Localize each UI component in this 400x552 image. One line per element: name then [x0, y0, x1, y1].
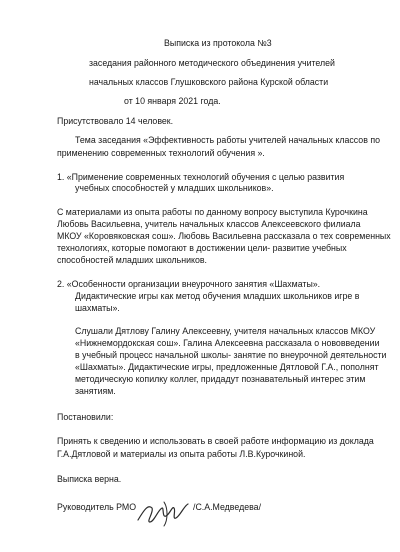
paragraph-2-line: Слушали Дятлову Галину Алексеевну, учителя начальных классов МКОУ [75, 326, 376, 336]
decision-line: Принять к сведению и использовать в своей работе информацию из доклада [57, 436, 374, 446]
resolved-heading: Постановили: [57, 412, 114, 422]
paragraph-2-line: методическую копилку коллег, придадут познавательный интерес этим [75, 374, 366, 384]
topic-line-1: Тема заседания «Эффективность работы учителей начальных классов по [75, 135, 380, 145]
topic-line-2: применению современных технологий обучения ». [57, 148, 265, 158]
attendance: Присутствовало 14 человек. [57, 116, 174, 126]
paragraph-2-line: «Нижнемордокская сош». Галина Алексеевна рассказала о нововведении [75, 338, 380, 348]
paragraph-1-line: С материалами из опыта работы по данному вопросу выступила Курочкина [57, 207, 368, 217]
item-1-line-1: 1. «Применение современных технологий обучения с целью развития [57, 172, 345, 182]
paragraph-2-line: в учебный процесс начальной школы- занятие по внеурочной деятельности [75, 350, 387, 360]
certified-text: Выписка верна. [57, 474, 122, 484]
meeting-date: от 10 января 2021 года. [124, 96, 221, 106]
doc-title: Выписка из протокола №3 [164, 38, 272, 48]
paragraph-1-line: Любовь Васильевна, учитель начальных классов Алексеевского филиала [57, 219, 361, 229]
signature-mark [134, 498, 192, 528]
meeting-line-1: заседания районного методического объединения учителей [89, 58, 335, 68]
signer-role: Руководитель РМО [57, 502, 137, 512]
item-2-line: Дидактические игры как метод обучения младших школьников игре в [75, 291, 360, 301]
paragraph-1-line: способностей младших школьников. [57, 255, 207, 265]
paragraph-1-line: МКОУ «Коровяковская сош». Любовь Васильевна рассказала о тех современных [57, 231, 391, 241]
item-2-line: 2. «Особенности организации внеурочного занятия «Шахматы». [57, 279, 321, 289]
meeting-line-2: начальных классов Глушковского района Курской области [89, 77, 329, 87]
paragraph-2-line: занятиям. [75, 386, 116, 396]
paragraph-1-line: технологиях, которые помогают в достижении цели- развитие учебных [57, 243, 347, 253]
item-2-line: шахматы». [75, 303, 120, 313]
signer-name: /С.А.Медведева/ [193, 502, 262, 512]
paragraph-2-line: «Шахматы». Дидактические игры, предложенные Дятловой Г.А., пополнят [75, 362, 379, 372]
decision-line: Г.А.Дятловой и материалы из опыта работы Л.В.Курочкиной. [57, 449, 306, 459]
item-1-line-2: учебных способностей у младших школьников». [75, 183, 274, 193]
